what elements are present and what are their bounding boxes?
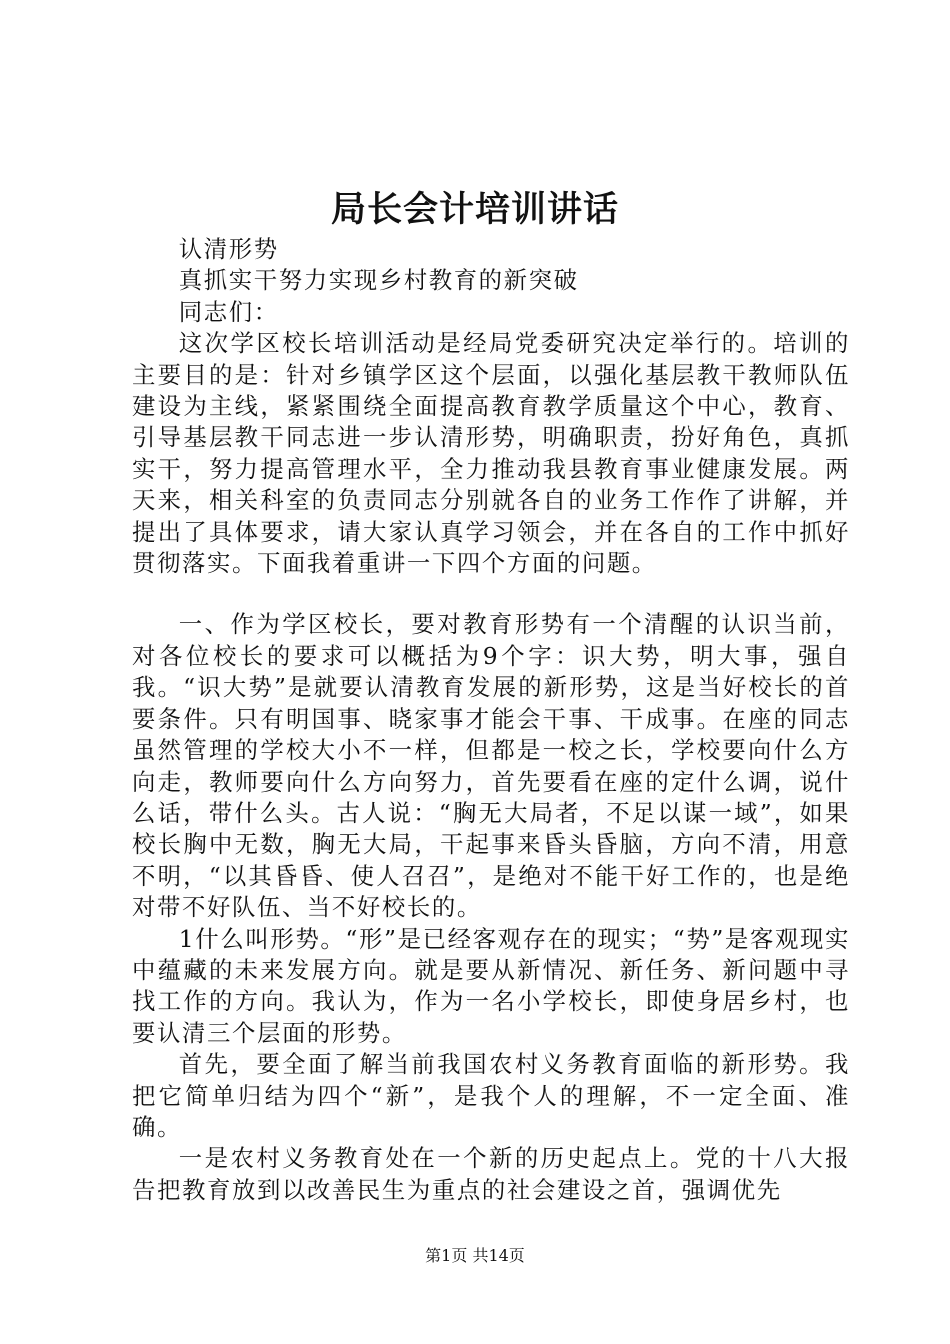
paragraph-subtitle-2: 真抓实干努力实现乡村教育的新突破 (178, 266, 579, 295)
paragraph-first: 首先，要全面了解当前我国农村义务教育面临的新形势。我把它简单归结为四个“新”，是我个人的理解，不一定全面、准确。 (132, 1050, 850, 1141)
page-footer: 第1页 共14页 (425, 1246, 525, 1265)
paragraph-section-1: 一、作为学区校长，要对教育形势有一个清醒的认识当前，对各位校长的要求可以概括为9个字：识大势，明大事，强自我。“识大势”是就要认清教育发展的新形势，这是当好校长的首要条件。只有明国事、晓家事才能会干事、干成事。在座的同志虽然管理的学校大小不一样，但都是一校之长，学校要向什么方向走，教师要向什么方向努力，首先要看在座的定什么调，说什么话，带什么头。古人说：“胸无大局者，不足以谋一域”，如果校长胸中无数，胸无大局，干起事来昏头昏脑，方向不清，用意不明，“以其昏昏、使人召召”，是绝对不能干好工作的，也是绝对带不好队伍、当不好校长的。 (132, 610, 850, 922)
document-title: 局长会计培训讲话 (330, 189, 619, 230)
document-body (132, 234, 850, 1206)
paragraph-subtitle-1: 认清形势 (178, 235, 279, 263)
paragraph-point-one: 一是农村义务教育处在一个新的历史起点上。党的十八大报告把教育放到以改善民生为重点的社会建设之首，强调优先 (132, 1144, 850, 1204)
paragraph-salutation: 同志们： (178, 297, 279, 326)
paragraph-what-is-situation: 1什么叫形势。“形”是已经客观存在的现实；“势”是客观现实中蕴藏的未来发展方向。就是要从新情况、新任务、新问题中寻找工作的方向。我认为，作为一名小学校长，即使身居乡村，也要认清三个层面的形势。 (132, 924, 850, 1047)
paragraph-intro: 这次学区校长培训活动是经局党委研究决定举行的。培训的主要目的是：针对乡镇学区这个层面，以强化基层教干教师队伍建设为主线，紧紧围绕全面提高教育教学质量这个中心，教育、引导基层教干同志进一步认清形势，明确职责，扮好角色，真抓实干，努力提高管理水平，全力推动我县教育事业健康发展。两天来，相关科室的负责同志分别就各自的业务工作作了讲解，并提出了具体要求，请大家认真学习领会，并在各自的工作中抓好贯彻落实。下面我着重讲一下四个方面的问题。 (132, 329, 850, 578)
